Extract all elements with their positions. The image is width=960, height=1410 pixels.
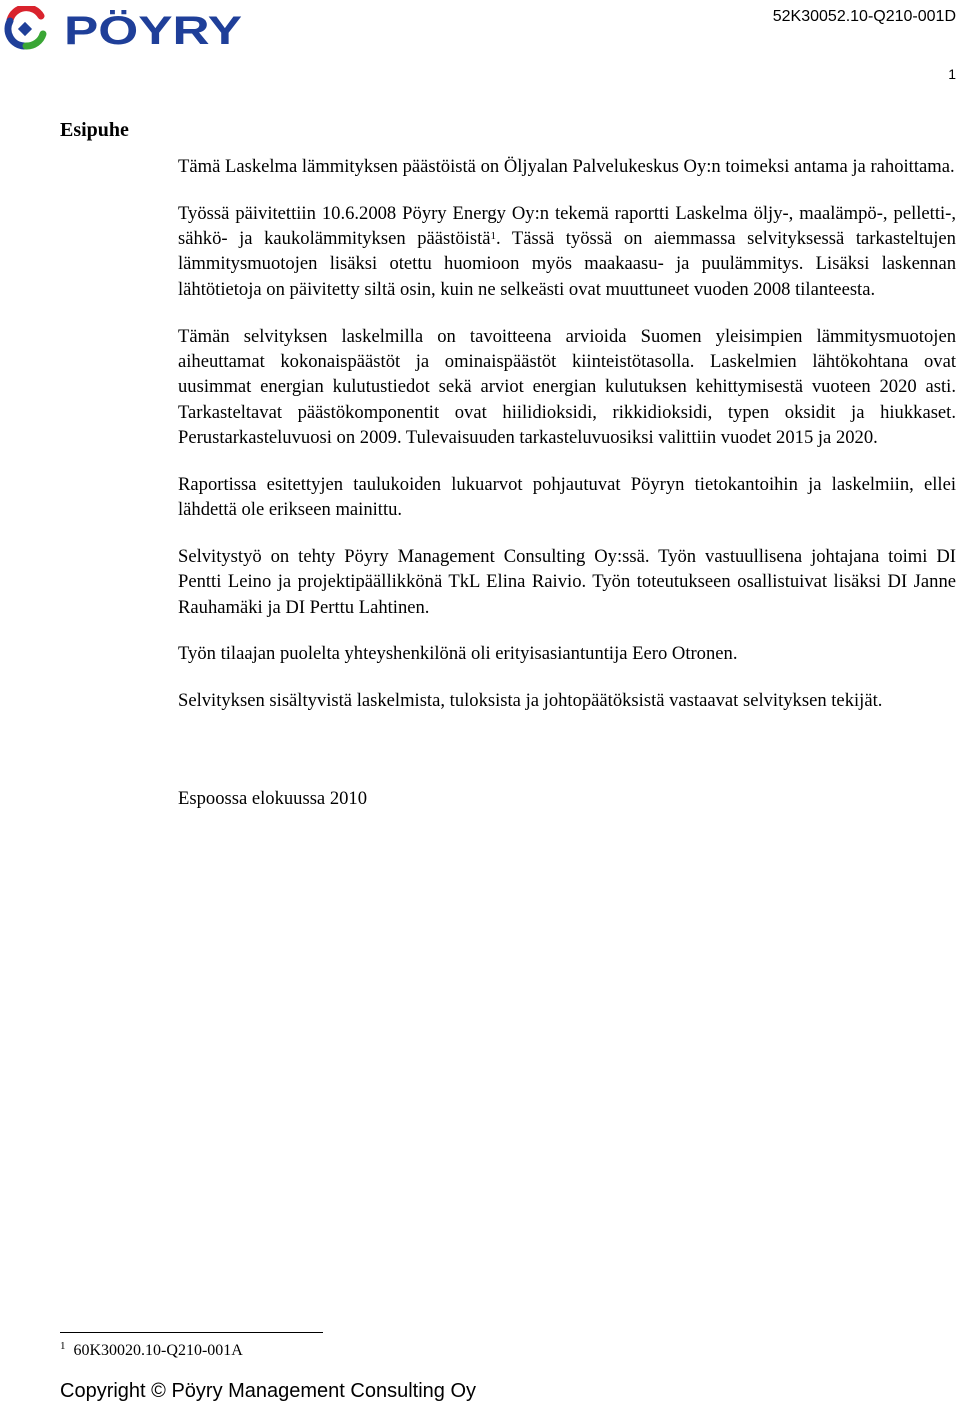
paragraph: Tämä Laskelma lämmityksen päästöistä on Öljyalan Palvelukeskus Oy:n toimeksi antama ja rahoittama. bbox=[178, 156, 955, 177]
paragraph: Työn tilaajan puolelta yhteyshenkilönä oli erityisasiantuntija Eero Otronen. bbox=[178, 643, 738, 665]
poyry-logo bbox=[4, 6, 244, 52]
page-number: 1 bbox=[948, 66, 956, 82]
footnote-marker: 1 bbox=[60, 1340, 66, 1352]
preface-body bbox=[178, 154, 956, 833]
poyry-logo-mark bbox=[8, 8, 43, 46]
paragraph bbox=[178, 201, 956, 302]
paragraph: Raportissa esitettyjen taulukoiden lukuarvot pohjautuvat Pöyryn tietokantoihin ja laskelmiin, ellei lähdettä ole erikseen mainittu. bbox=[178, 473, 956, 521]
footnote-reference: 1 bbox=[490, 230, 497, 243]
signoff: Espoossa elokuussa 2010 bbox=[178, 787, 368, 809]
paragraph: Tämän selvityksen laskelmilla on tavoitteena arvioida Suomen yleisimpien lämmitysmuotojen aiheuttamat kokonaispäästöt ja ominaispäästöt kiinteistötasolla. Laskelmien lähtökohtana ovat uusimmat energian kulutustiedot sekä arviot energian kulutuksen kehittymisestä vuoteen 2020 asti. Tarkasteltavat päästökomponentit ovat hiilidioksidi, rikkidioksidi, typen oksidit ja hiukkaset. Perustarkasteluvuosi on 2009. Tulevaisuuden tarkasteluvuosiksi valittiin vuodet 2015 ja 2020. bbox=[178, 325, 956, 448]
document-id: 52K30052.10-Q210-001D bbox=[772, 8, 956, 25]
paragraph-text: . Tässä työssä on aiemmassa selvityksessä tarkasteltujen lämmitysmuotojen lisäksi otettu huomioon myös maakaasu- ja puulämmitys. Lisäksi laskennan lähtötietoja on päivitetty siltä osin, kuin ne selkeästi ovat muuttuneet vuoden 2008 tilanteesta. bbox=[178, 228, 956, 300]
footnote-text: 60K30020.10-Q210-001A bbox=[73, 1342, 243, 1359]
paragraph: Selvitystyö on tehty Pöyry Management Consulting Oy:ssä. Työn vastuullisena johtajana toimi DI Pentti Leino ja projektipäällikkönä TkL Elina Raivio. Työn toteutukseen osallistuivat lisäksi DI Janne Rauhamäki ja DI Perttu Lahtinen. bbox=[178, 545, 956, 618]
paragraph-text: Työssä päivitettiin 10.6.2008 Pöyry Energy Oy:n tekemä raportti Laskelma öljy-, maalämpö-, pelletti-, sähkö- ja kaukolämmityksen päästöistä bbox=[178, 202, 956, 250]
paragraph: Selvityksen sisältyvistä laskelmista, tuloksista ja johtopäätöksistä vastaavat selvityksen tekijät. bbox=[178, 690, 883, 712]
poyry-logo-wordmark: PÖYRY bbox=[64, 9, 203, 52]
footnote bbox=[60, 1342, 243, 1360]
copyright-footer: Copyright © Pöyry Management Consulting Oy bbox=[60, 1380, 477, 1402]
footnote-divider bbox=[60, 1332, 323, 1333]
section-heading: Esipuhe bbox=[60, 119, 129, 141]
